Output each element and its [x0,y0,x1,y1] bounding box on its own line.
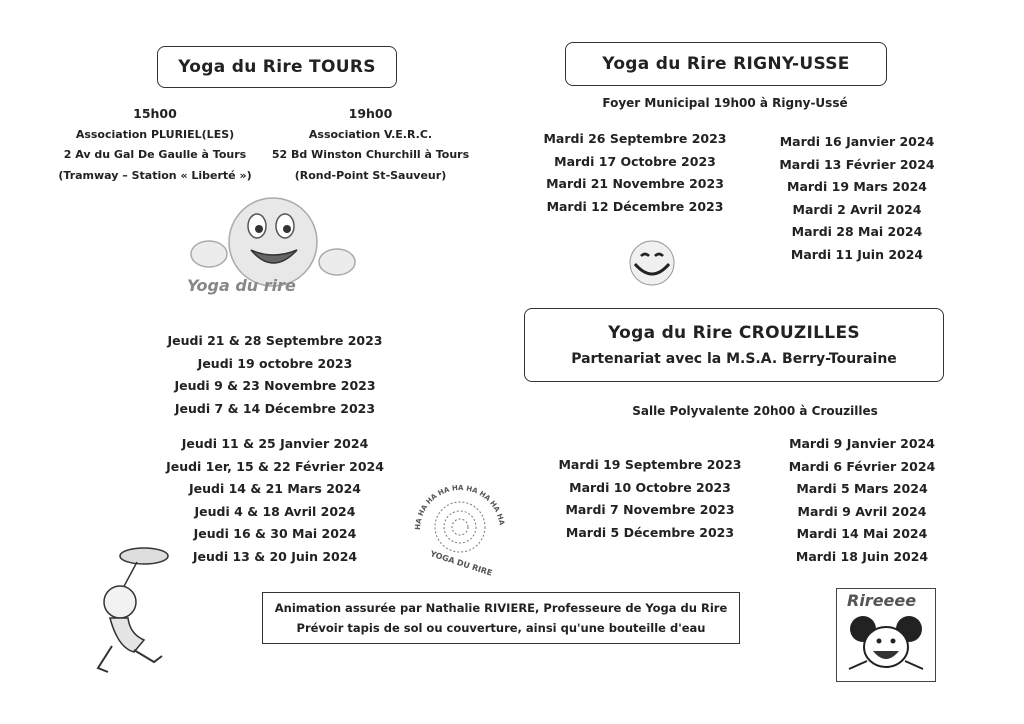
rireeee-text: Rireeee [847,591,917,610]
rigny-date-left-3: Mardi 21 Novembre 2023 [546,176,724,191]
rigny-dates-right [752,131,962,266]
rigny-dates-left [520,128,750,218]
crouzilles-title-box [524,308,944,382]
rigny-date-right-6: Mardi 11 Juin 2024 [790,246,924,262]
mickey-laughing-icon [837,611,935,681]
tours-title: Yoga du Rire TOURS [178,57,376,77]
footer-box [262,592,740,644]
tours-loc2-org: Association V.E.R.C. [308,127,433,141]
rigny-title: Yoga du Rire RIGNY-USSE [602,54,850,74]
tours-date-2024-2: Jeudi 1er, 15 & 22 Février 2024 [166,458,384,474]
crouzilles-date-left-1: Mardi 19 Septembre 2023 [558,457,742,472]
yoga-du-rire-logo [185,192,360,302]
tours-loc1-time: 15h00 [133,106,177,121]
rigny-date-left-1: Mardi 26 Septembre 2023 [543,131,727,146]
tours-title-box [157,46,397,88]
tours-date-2024-4: Jeudi 4 & 18 Avril 2024 [194,503,356,519]
tours-dates-2024 [140,433,410,568]
running-man-icon [82,540,172,680]
crouzilles-dates-right [757,433,967,568]
rigny-date-right-3: Mardi 19 Mars 2024 [787,179,927,194]
crouzilles-date-left-3: Mardi 7 Novembre 2023 [565,502,735,517]
crouzilles-date-right-3: Mardi 5 Mars 2024 [796,481,928,496]
crouzilles-date-right-2: Mardi 6 Février 2024 [788,458,936,474]
rigny-date-left-2: Mardi 17 Octobre 2023 [554,153,716,169]
ha-ha-spiral [405,475,515,580]
crouzilles-title: Yoga du Rire CROUZILLES [608,323,860,343]
crouzilles-date-left-4: Mardi 5 Décembre 2023 [565,524,735,540]
crouzilles-date-right-5: Mardi 14 Mai 2024 [796,526,928,541]
rireeee-illustration [836,588,936,682]
footer-line-2: Prévoir tapis de sol ou couverture, ainsi qu'une bouteille d'eau [296,621,706,635]
simple-smiley [617,238,687,288]
tours-date-2023-4: Jeudi 7 & 14 Décembre 2023 [174,400,376,416]
tours-loc2-addr: 52 Bd Winston Churchill à Tours [271,148,470,161]
tours-date-2024-6: Jeudi 13 & 20 Juin 2024 [192,548,358,564]
rigny-title-box [565,42,887,86]
tours-location-1 [40,104,270,186]
crouzilles-dates-left [535,454,765,544]
tours-date-2023-2: Jeudi 19 octobre 2023 [197,355,353,371]
crouzilles-venue: Salle Polyvalente 20h00 à Crouzilles [632,404,878,418]
spiral-text: HA HA HA HA HA HA HA HA HA [413,483,506,531]
tours-date-2023-3: Jeudi 9 & 23 Novembre 2023 [174,378,376,393]
rigny-date-right-5: Mardi 28 Mai 2024 [791,224,923,239]
tours-date-2024-1: Jeudi 11 & 25 Janvier 2024 [181,436,369,451]
rigny-venue: Foyer Municipal 19h00 à Rigny-Ussé [602,96,848,110]
tours-loc2-time: 19h00 [348,106,393,121]
crouzilles-date-right-6: Mardi 18 Juin 2024 [795,548,929,564]
rigny-date-right-4: Mardi 2 Avril 2024 [792,201,922,217]
crouzilles-date-left-2: Mardi 10 Octobre 2023 [569,479,731,495]
logo-text: Yoga du rire [187,276,296,295]
tours-date-2024-5: Jeudi 16 & 30 Mai 2024 [193,526,357,541]
crouzilles-subtitle: Partenariat avec la M.S.A. Berry-Touraine [571,351,897,367]
rigny-date-left-4: Mardi 12 Décembre 2023 [546,198,724,214]
running-character-illustration [82,540,172,680]
tours-date-2023-1: Jeudi 21 & 28 Septembre 2023 [167,333,383,348]
tours-date-2024-3: Jeudi 14 & 21 Mars 2024 [189,481,361,496]
tours-dates-2023 [140,330,410,420]
rigny-date-right-2: Mardi 13 Février 2024 [779,156,935,172]
crouzilles-date-right-4: Mardi 9 Avril 2024 [797,503,927,519]
tours-loc1-org: Association PLURIEL(LES) [75,127,235,141]
crouzilles-date-right-1: Mardi 9 Janvier 2024 [789,436,935,451]
smile-icon [617,238,687,288]
tours-loc1-addr: 2 Av du Gal De Gaulle à Tours [63,148,247,161]
footer-line-1: Animation assurée par Nathalie RIVIERE, Professeure de Yoga du Rire [274,601,728,615]
spiral-bottom-text: YOGA DU RIRE [429,549,494,578]
tours-location-2 [263,104,478,186]
tours-loc1-note: (Tramway – Station « Liberté ») [58,168,252,182]
tours-loc2-note: (Rond-Point St-Sauveur) [294,168,447,182]
rigny-date-right-1: Mardi 16 Janvier 2024 [779,134,935,149]
